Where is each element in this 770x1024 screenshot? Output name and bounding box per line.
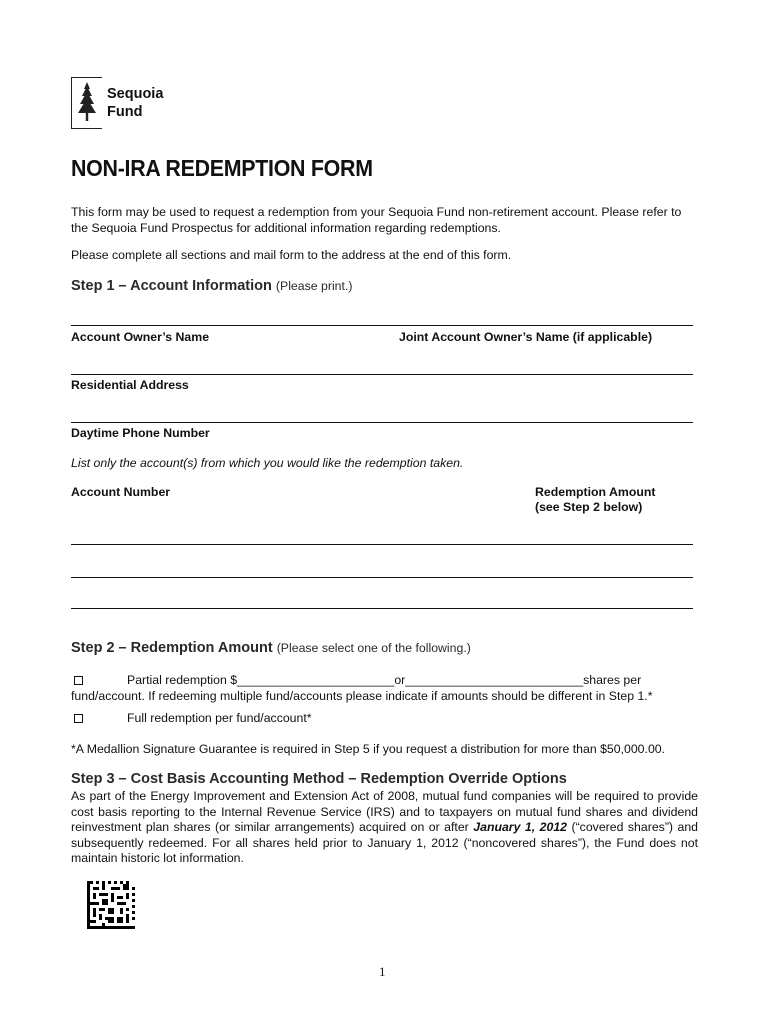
step2-subheading: (Please select one of the following.) xyxy=(276,641,471,655)
step3-heading: Step 3 – Cost Basis Accounting Method – Redemption Override Options xyxy=(71,771,567,787)
redemption-amount-label: Redemption Amount xyxy=(535,485,656,499)
intro-paragraph-1: This form may be used to request a redemption from your Sequoia Fund non-retirement account. Please refer to the Sequoia Fund Prospectus for additional information regarding redemptions. xyxy=(71,205,682,235)
owner-name-label: Account Owner’s Name xyxy=(71,330,210,344)
full-redemption-checkbox[interactable] xyxy=(74,714,83,723)
step1-heading-text: Step 1 – Account Information xyxy=(71,278,272,294)
datamatrix-barcode xyxy=(87,881,135,929)
logo-line-1: Sequoia xyxy=(107,86,164,102)
page-title: NON-IRA REDEMPTION FORM xyxy=(71,155,373,181)
account-number-label: Account Number xyxy=(71,485,171,499)
phone-line[interactable] xyxy=(71,422,693,423)
partial-redemption-checkbox[interactable] xyxy=(74,676,83,685)
partial-redemption-text: Partial redemption $_______________________or__________________________shares per xyxy=(127,673,642,687)
joint-owner-label: Joint Account Owner’s Name (if applicable) xyxy=(399,330,653,344)
step3-paragraph xyxy=(71,789,698,867)
logo-wordmark xyxy=(107,85,163,121)
account-instruction: List only the account(s) from which you would like the redemption taken. xyxy=(71,456,464,470)
step3-text-after: (“covered shares”) and subsequently redeemed. For all shares held prior to January 1, 2012 (“noncovered shares”), the Fund does not maintain historic lot information. xyxy=(71,820,699,865)
redemption-amount-sub: (see Step 2 below) xyxy=(535,500,643,514)
intro-paragraph-2: Please complete all sections and mail form to the address at the end of this form. xyxy=(71,248,512,262)
account-line-2[interactable] xyxy=(71,577,693,578)
step2-heading-text: Step 2 – Redemption Amount xyxy=(71,640,273,656)
account-line-1[interactable] xyxy=(71,544,693,545)
phone-label: Daytime Phone Number xyxy=(71,426,210,440)
medallion-note: *A Medallion Signature Guarantee is required in Step 5 if you request a distribution for more than $50,000.00. xyxy=(71,742,666,756)
address-line[interactable] xyxy=(71,374,693,375)
full-redemption-label: Full redemption per fund/account* xyxy=(127,711,312,725)
owner-name-line[interactable] xyxy=(71,325,693,326)
step1-heading xyxy=(71,278,352,294)
account-line-3[interactable] xyxy=(71,608,693,609)
step1-subheading: (Please print.) xyxy=(275,279,353,293)
step3-text-before: As part of the Energy Improvement and Extension Act of 2008, mutual fund companies will be required to provide cost basis reporting to the Internal Revenue Service (IRS) and to taxpayers on mutual fund shares and dividend reinvestment plan shares (or similar arrangements) acquired on or after xyxy=(71,789,698,834)
sequoia-tree-icon xyxy=(76,81,98,123)
partial-redemption-text-2: fund/account. If redeeming multiple fund/accounts please indicate if amounts should be different in Step 1.* xyxy=(71,689,653,703)
step3-date-emphasis: January 1, 2012 xyxy=(473,820,568,834)
logo-line-2: Fund xyxy=(107,104,143,120)
page-number: 1 xyxy=(379,964,386,979)
step2-heading xyxy=(71,640,471,656)
address-label: Residential Address xyxy=(71,378,189,392)
